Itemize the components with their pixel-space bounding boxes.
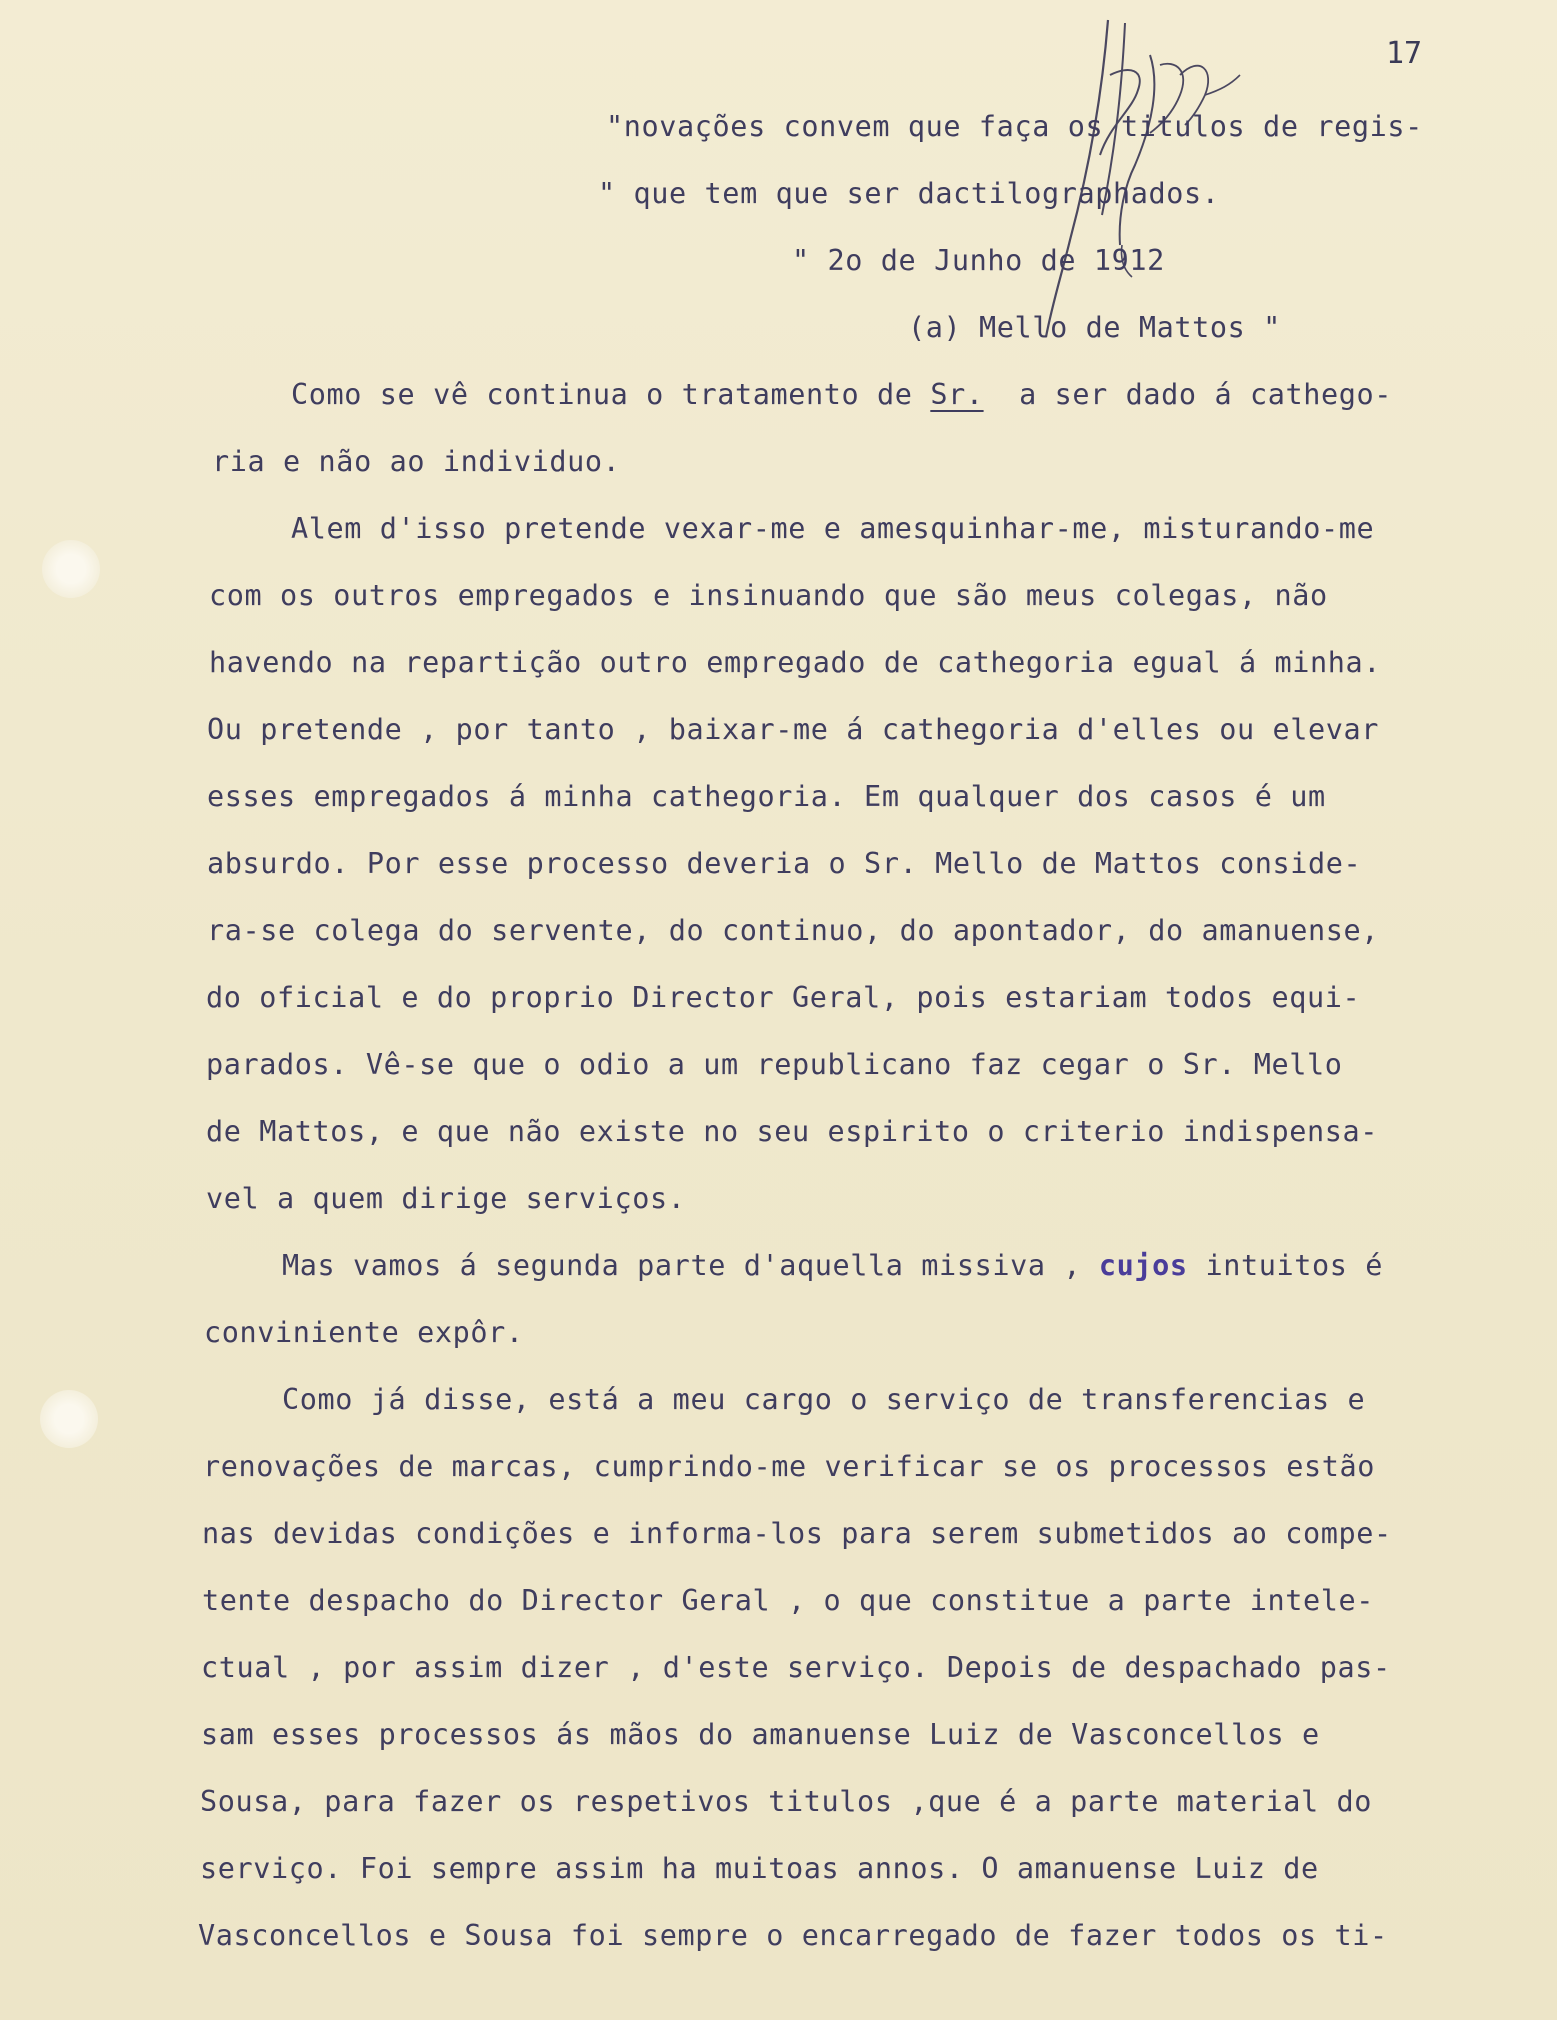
body-line-text: a ser dado á cathego-: [983, 378, 1393, 411]
body-line-11: parados. Vê-se que o odio a um republicano faz cegar o Sr. Mello: [206, 1048, 1343, 1081]
body-line-21: sam esses processos ás mãos do amanuense Luiz de Vasconcellos e: [201, 1718, 1320, 1751]
body-line-13: vel a quem dirige serviços.: [206, 1182, 686, 1215]
body-line-9: ra-se colega do servente, do continuo, do apontador, do amanuense,: [207, 914, 1380, 947]
body-line-17: renovações de marcas, cumprindo-me verificar se os processos estão: [203, 1450, 1376, 1483]
body-line-text: Como se vê continua o tratamento de: [291, 378, 931, 411]
punch-hole-upper: [42, 540, 100, 598]
body-line-8: absurdo. Por esse processo deveria o Sr. Mello de Mattos conside-: [207, 847, 1362, 880]
punch-hole-lower: [40, 1390, 98, 1448]
body-line-3: Alem d'isso pretende vexar-me e amesquinhar-me, misturando-me: [291, 512, 1375, 545]
quote-line-2: " que tem que ser dactilographados.: [598, 177, 1220, 210]
body-line-24: Vasconcellos e Sousa foi sempre o encarregado de fazer todos os ti-: [198, 1919, 1388, 1952]
body-line-text: intuitos é: [1187, 1249, 1384, 1282]
body-line-22: Sousa, para fazer os respetivos titulos ,que é a parte material do: [200, 1785, 1373, 1818]
body-line-12: de Mattos, e que não existe no seu espirito o criterio indispensa-: [206, 1115, 1379, 1148]
body-line-16: Como já disse, está a meu cargo o serviço de transferencias e: [282, 1383, 1366, 1416]
body-line-4: com os outros empregados e insinuando que são meus colegas, não: [209, 579, 1328, 612]
quote-signature: (a) Mello de Mattos ": [908, 311, 1281, 344]
quote-line-1: "novações convem que faça os titulos de regis-: [606, 110, 1423, 143]
body-line-20: ctual , por assim dizer , d'este serviço. Depois de despachado pas-: [201, 1651, 1391, 1684]
body-line-18: nas devidas condições e informa-los para serem submetidos ao compe-: [202, 1517, 1392, 1550]
page-number: 17: [1386, 36, 1423, 71]
quote-date: " 2o de Junho de 1912: [792, 244, 1165, 277]
body-line-6: Ou pretende , por tanto , baixar-me á cathegoria d'elles ou elevar: [207, 713, 1380, 746]
body-line-1: [291, 378, 1392, 411]
body-line-text: Mas vamos á segunda parte d'aquella missiva ,: [282, 1249, 1099, 1282]
body-line-2: ria e não ao individuo.: [212, 445, 621, 478]
body-line-23: serviço. Foi sempre assim ha muitoas annos. O amanuense Luiz de: [200, 1852, 1319, 1885]
body-line-19: tente despacho do Director Geral , o que constitue a parte intele-: [202, 1584, 1375, 1617]
body-line-5: havendo na repartição outro empregado de cathegoria egual á minha.: [209, 646, 1382, 679]
ink-marked-word: cujos: [1098, 1249, 1188, 1282]
body-line-10: do oficial e do proprio Director Geral, pois estariam todos equi-: [206, 981, 1361, 1014]
underlined-title: Sr.: [930, 378, 984, 411]
body-line-14: [282, 1249, 1383, 1282]
body-line-15: conviniente expôr.: [204, 1316, 524, 1349]
body-line-7: esses empregados á minha cathegoria. Em qualquer dos casos é um: [207, 780, 1326, 813]
